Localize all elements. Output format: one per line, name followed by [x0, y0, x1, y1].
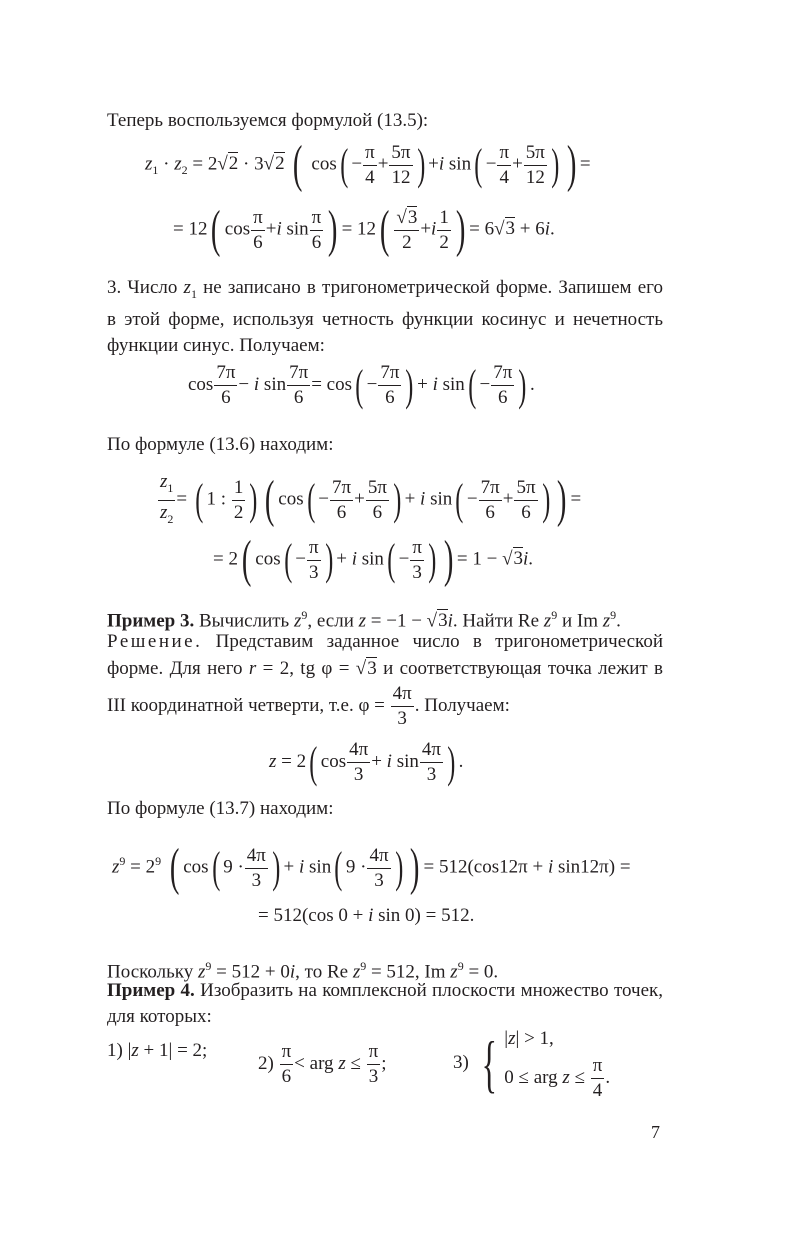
- equation-z9-result: = 512(cos 0 + i sin 0) = 512.: [258, 905, 475, 926]
- equation-product: $z_1 \cdot z_2 = 2√2 \cdot 3√2$ ( cos( − $\frac{\pi}{4}$ + $\frac{5\pi}{12}$ ) +i sin( − $\frac{\pi}{4}$ + $\frac{5\pi}{12}$ ) ) =: [145, 136, 591, 193]
- equation-z-trig: z = 2( cos $\frac{4\pi}{3}$ + i sin $\frac{4\pi}{3}$ ) .: [269, 737, 464, 787]
- equation-product-result: = 12( cos $\frac{\pi}{6}$ +i sin $\frac{\pi}{6}$ ) = 12( $\frac{√3}{2}$ +i $\frac{1}{2}$ ) = 6√3 + 6i.: [173, 201, 555, 258]
- paragraph-formula-13-5: Теперь воспользуемся формулой (13.5):: [107, 110, 429, 131]
- paragraph-formula-13-6: По формуле (13.6) находим:: [107, 434, 334, 455]
- example-4-label: Пример 4.: [107, 980, 195, 1001]
- equation-quotient: $\frac{z_1}{z_2}$ = ( 1 : $\frac{1}{2}$ ) ( cos( − $\frac{7\pi}{6}$ + $\frac{5\pi}{6}$ ) + i sin( − $\frac{7\pi}{6}$ + $\frac{5\pi}{6}$ ) ) =: [160, 471, 582, 529]
- equation-quotient-result: = 2( cos( − $\frac{\pi}{3}$ ) + i sin( − $\frac{\pi}{3}$ ) ) = 1 − √3i.: [213, 531, 534, 588]
- condition-3: 3) { |z| > 1, 0 ≤ arg z ≤ $\frac{\pi}{4}$ .: [453, 1027, 611, 1101]
- example-3: Пример 3. Вычислить $z^9$, если z = −1 − √3i. Найти Re $z^9$ и Im $z^9$.: [107, 608, 621, 632]
- page-number: 7: [651, 1122, 660, 1142]
- example-4-text: Изобразить на комплексной плоскости множество точек, для которых:: [107, 980, 663, 1027]
- condition-2: 2) $\frac{\pi}{6}$ < arg z ≤ $\frac{\pi}{3}$ ;: [258, 1041, 387, 1087]
- paragraph-item-3: 3. Число $z_1$ не записано в тригонометрической форме. Запишем его в этой форме, используя четность функции косинус и нечетность функции синус. Получаем:: [107, 277, 663, 356]
- condition-1: 1) |z + 1| = 2;: [107, 1040, 208, 1061]
- example-3-label: Пример 3.: [107, 610, 195, 632]
- equation-z9: $z^9 = 2^9$ ( cos( 9 · $\frac{4\pi}{3}$ ) + i sin( 9 · $\frac{4\pi}{3}$ ) ) = 512(cos12π + i sin12π) =: [112, 839, 631, 896]
- paragraph-formula-13-7: По формуле (13.7) находим:: [107, 798, 334, 819]
- solution-label: Решение.: [107, 631, 203, 652]
- paragraph-re-im: Поскольку $z^9 = 512 + 0i$, то Re $z^9 = 512$, Im $z^9 = 0$.: [107, 959, 499, 983]
- solution-3: Решение. Представим заданное число в тригонометрической форме. Для него r = 2, tg φ = √3 и соответствующая точка лежит в III координатной четверти, т.е. φ = $\frac{4\pi}{3}$ . Получаем:: [107, 631, 664, 729]
- equation-z1-trig: cos $\frac{7\pi}{6}$ − i sin $\frac{7\pi}{6}$ = cos( − $\frac{7\pi}{6}$ ) + i sin( − $\frac{7\pi}{6}$ ) .: [188, 360, 535, 410]
- example-4: [107, 978, 663, 1030]
